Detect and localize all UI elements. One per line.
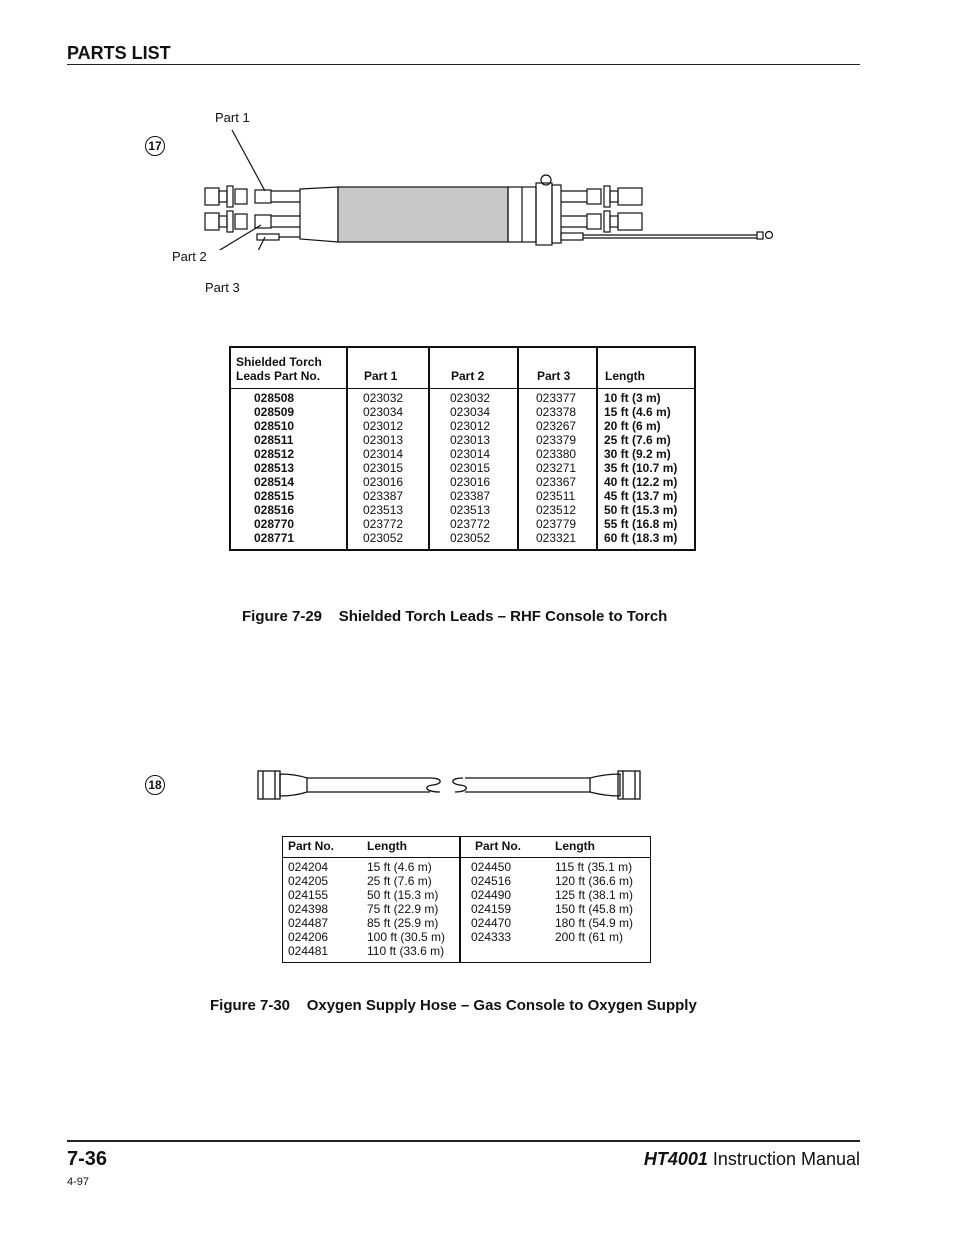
callout-17: 17 (145, 136, 165, 156)
table-cell: 023513 (450, 503, 491, 517)
table-cell: 40 ft (12.2 m) (604, 475, 678, 489)
table-cell: 023015 (450, 461, 491, 475)
part1-column (363, 391, 403, 545)
table-cell: 15 ft (4.6 m) (604, 405, 671, 419)
section-title: PARTS LIST (67, 43, 171, 63)
header-rule (67, 64, 860, 65)
table-cell: 024205 (288, 874, 329, 888)
table-cell: 180 ft (54.9 m) (555, 916, 634, 930)
table-cell: 024470 (471, 916, 512, 930)
table-cell: 024516 (471, 874, 512, 888)
table-cell: 024204 (288, 860, 329, 874)
part2-column (450, 391, 490, 545)
table-cell: 110 ft (33.6 m) (367, 944, 445, 958)
table-cell: 024155 (288, 888, 329, 902)
table-cell: 45 ft (13.7 m) (604, 489, 678, 503)
torch-leads-drawing (195, 125, 785, 250)
table-cell: 023772 (363, 517, 404, 531)
table-cell: 10 ft (3 m) (604, 391, 661, 405)
table-cell: 50 ft (15.3 m) (367, 888, 439, 902)
manual-model: HT4001 (643, 1149, 708, 1169)
header-partno-right: Part No. (475, 839, 522, 853)
shielded-leads-table (229, 346, 696, 551)
table-cell: 023034 (450, 405, 491, 419)
table-cell: 125 ft (38.1 m) (555, 888, 634, 902)
table-cell: 028512 (254, 447, 295, 461)
table-cell: 200 ft (61 m) (555, 930, 624, 944)
footer-rule (67, 1140, 860, 1142)
table-cell: 023772 (450, 517, 491, 531)
table-cell: 023321 (536, 531, 577, 545)
table-cell: 024159 (471, 902, 512, 916)
table-cell: 023014 (450, 447, 491, 461)
part3-label: Part 3 (205, 280, 240, 295)
table-cell: 028515 (254, 489, 295, 503)
table-cell: 50 ft (15.3 m) (604, 503, 678, 517)
column-divider (459, 837, 461, 962)
table-cell: 028510 (254, 419, 295, 433)
table-cell: 023016 (363, 475, 404, 489)
header-length-left: Length (367, 839, 407, 853)
header-leads-line2: Leads Part No. (236, 369, 321, 383)
right-partno-column (471, 860, 511, 944)
left-length-column (367, 860, 445, 958)
table-cell: 120 ft (36.6 m) (555, 874, 634, 888)
revision-date: 4-97 (67, 1176, 90, 1188)
table-cell: 023380 (536, 447, 577, 461)
table-cell: 023016 (450, 475, 491, 489)
table-cell: 023267 (536, 419, 577, 433)
table-cell: 023012 (363, 419, 404, 433)
table-cell: 024333 (471, 930, 512, 944)
table-cell: 024206 (288, 930, 329, 944)
table-cell: 25 ft (7.6 m) (604, 433, 671, 447)
header-leads-line1: Shielded Torch (236, 355, 322, 369)
header-part2: Part 2 (451, 369, 485, 383)
table-cell: 023034 (363, 405, 404, 419)
page-number: 7-36 (67, 1148, 108, 1170)
table-cell: 028513 (254, 461, 295, 475)
length-column (604, 391, 677, 545)
part1-label: Part 1 (215, 110, 250, 125)
table-cell: 20 ft (6 m) (604, 419, 661, 433)
right-length-column (555, 860, 633, 944)
oxygen-hose-table (282, 836, 651, 963)
table-cell: 028516 (254, 503, 295, 517)
table-cell: 023052 (363, 531, 404, 545)
table-cell: 024450 (471, 860, 512, 874)
callout-18: 18 (145, 775, 165, 795)
table-cell: 023511 (536, 489, 576, 503)
column-divider (428, 348, 430, 549)
left-partno-column (288, 860, 328, 958)
table-cell: 023052 (450, 531, 491, 545)
table-cell: 024487 (288, 916, 329, 930)
table-cell: 25 ft (7.6 m) (367, 874, 432, 888)
table-cell: 024398 (288, 902, 329, 916)
table-cell: 023013 (363, 433, 404, 447)
column-divider (517, 348, 519, 549)
header-partno-left: Part No. (288, 839, 335, 853)
table-cell: 023379 (536, 433, 577, 447)
table-cell: 85 ft (25.9 m) (367, 916, 439, 930)
table-cell: 023779 (536, 517, 577, 531)
header-part3: Part 3 (537, 369, 571, 383)
table-cell: 023013 (450, 433, 491, 447)
figure-29-caption: Figure 7-29 Shielded Torch Leads – RHF Console to Torch (242, 608, 668, 625)
manual-title (644, 1149, 860, 1170)
table-cell: 115 ft (35.1 m) (555, 860, 633, 874)
table-cell: 028511 (254, 433, 294, 447)
column-divider (346, 348, 348, 549)
part3-column (536, 391, 576, 545)
oxygen-hose-drawing (255, 768, 645, 802)
table-cell: 35 ft (10.7 m) (604, 461, 678, 475)
table-cell: 023014 (363, 447, 404, 461)
table-cell: 023513 (363, 503, 404, 517)
table-cell: 75 ft (22.9 m) (367, 902, 439, 916)
table-cell: 150 ft (45.8 m) (555, 902, 634, 916)
table-cell: 023367 (536, 475, 577, 489)
table-cell: 024490 (471, 888, 512, 902)
table-cell: 60 ft (18.3 m) (604, 531, 678, 545)
table-cell: 023032 (450, 391, 491, 405)
table-cell: 028508 (254, 391, 295, 405)
table-cell: 023377 (536, 391, 577, 405)
table-cell: 028509 (254, 405, 295, 419)
leads-column (254, 391, 294, 545)
table-cell: 023271 (536, 461, 577, 475)
header-length: Length (605, 369, 645, 383)
table-cell: 023032 (363, 391, 404, 405)
table-cell: 028771 (254, 531, 295, 545)
manual-text: Instruction Manual (707, 1149, 860, 1169)
header-length-right: Length (555, 839, 595, 853)
table-cell: 028770 (254, 517, 295, 531)
table-cell: 028514 (254, 475, 295, 489)
part2-label: Part 2 (172, 249, 207, 264)
figure-30-caption: Figure 7-30 Oxygen Supply Hose – Gas Console to Oxygen Supply (210, 997, 697, 1014)
table-cell: 30 ft (9.2 m) (604, 447, 671, 461)
table-cell: 023387 (363, 489, 404, 503)
table-cell: 023512 (536, 503, 577, 517)
header-leads (236, 355, 322, 383)
table-cell: 023012 (450, 419, 491, 433)
table-cell: 55 ft (16.8 m) (604, 517, 678, 531)
table-cell: 100 ft (30.5 m) (367, 930, 446, 944)
table-cell: 023378 (536, 405, 577, 419)
table-cell: 023015 (363, 461, 404, 475)
table-cell: 024481 (288, 944, 329, 958)
table-cell: 15 ft (4.6 m) (367, 860, 432, 874)
column-divider (596, 348, 598, 549)
header-part1: Part 1 (364, 369, 398, 383)
table-cell: 023387 (450, 489, 491, 503)
